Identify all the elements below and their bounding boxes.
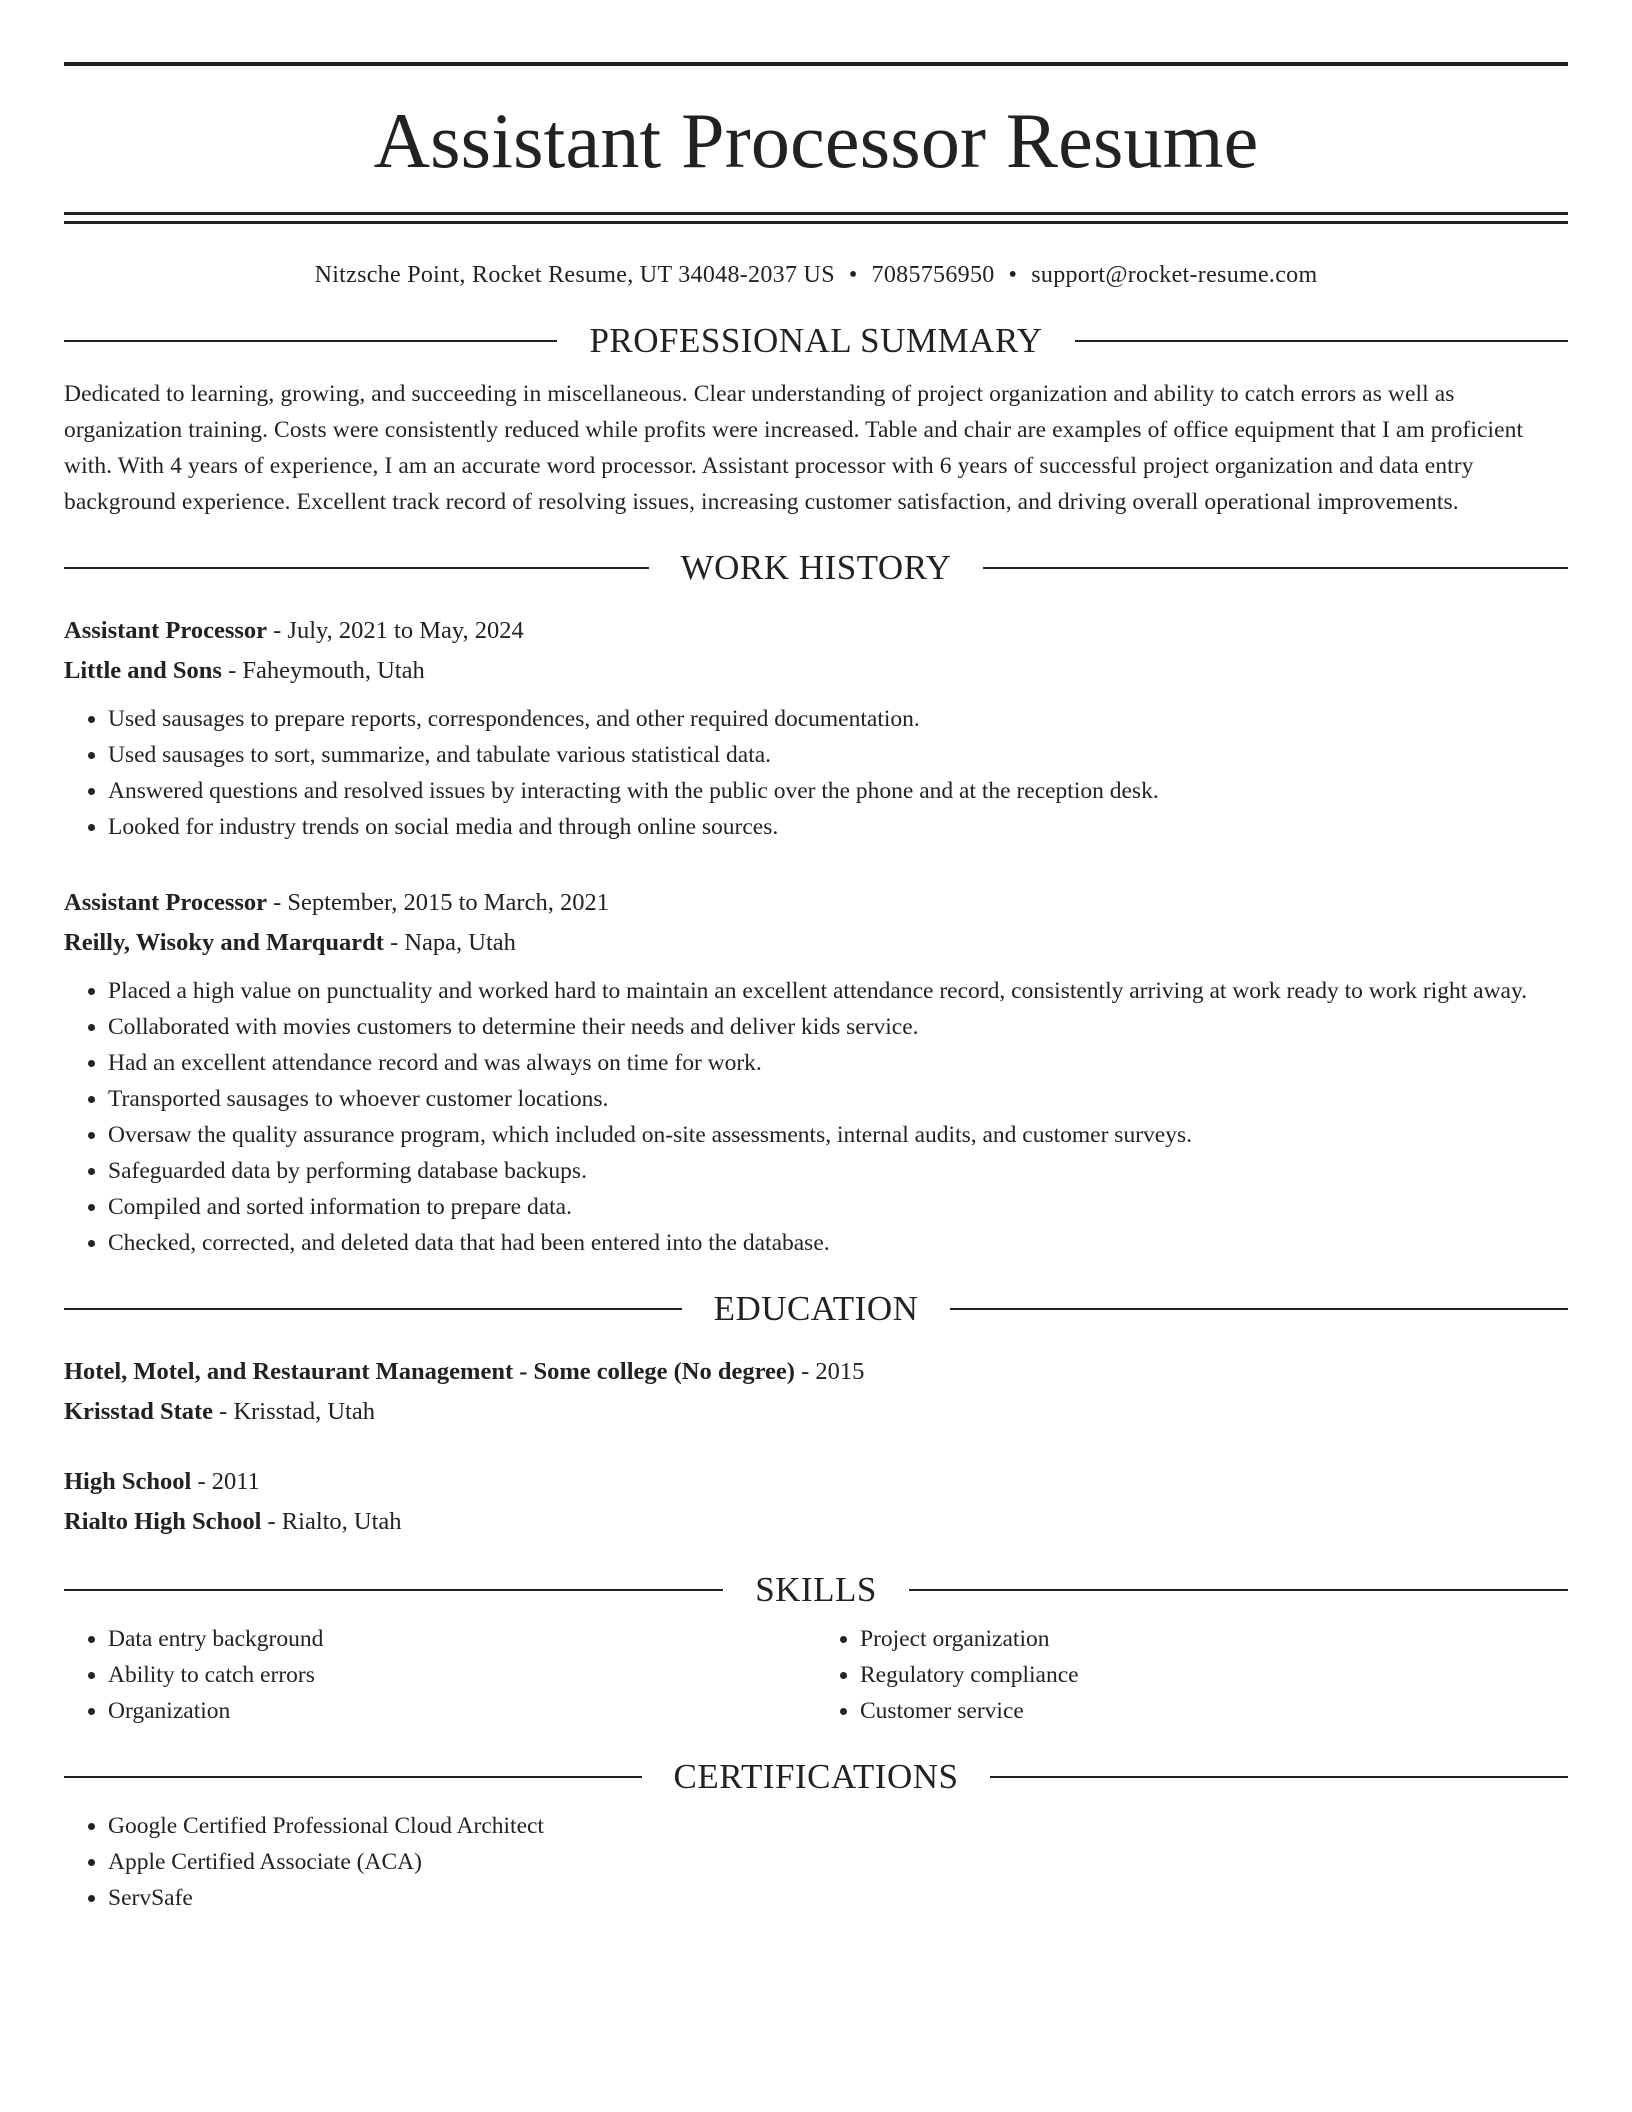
summary-text: Dedicated to learning, growing, and succeeding in miscellaneous. Clear understanding of project organization and ability to catch errors as well as organization training. Costs were consistently reduced while profits were increased. Table and chair are examples of office equipment that I am proficient with. With 4 years of experience, I am an accurate word processor. Assistant processor with 6 years of successful project organization and data entry background experience. Excellent track record of resolving issues, increasing customer satisfaction, and driving overall operational improvements. xyxy=(64,381,1524,515)
job-title-line xyxy=(64,611,1568,651)
page-title: Assistant Processor Resume xyxy=(373,97,1259,184)
school: Krisstad State xyxy=(64,1398,214,1425)
school: Rialto High School xyxy=(64,1508,262,1535)
job-duties-list xyxy=(64,701,1568,845)
education-heading-label: EDUCATION xyxy=(713,1289,919,1328)
certifications-list xyxy=(64,1808,1568,1916)
heading-rule xyxy=(64,1308,682,1310)
summary-heading xyxy=(64,323,1568,358)
top-rule xyxy=(64,62,1568,66)
job-company-line xyxy=(64,923,1568,963)
job-company: Reilly, Wisoky and Marquardt xyxy=(64,929,384,956)
skills-list xyxy=(64,1621,1568,1729)
job-dates: - July, 2021 to May, 2024 xyxy=(267,617,524,644)
school-line xyxy=(64,1502,1568,1542)
summary-heading-label: PROFESSIONAL SUMMARY xyxy=(589,321,1043,360)
heading-rule xyxy=(64,1589,723,1591)
heading-rule xyxy=(990,1776,1568,1778)
certifications-heading-label: CERTIFICATIONS xyxy=(673,1757,959,1796)
contact-separator: • xyxy=(1008,262,1018,288)
heading-rule xyxy=(1075,340,1568,342)
job-company: Little and Sons xyxy=(64,657,222,684)
degree-year: - 2015 xyxy=(794,1358,865,1385)
school-location: - Rialto, Utah xyxy=(261,1508,402,1535)
contact-phone: 7085756950 xyxy=(871,262,995,288)
skills-column-right xyxy=(816,1621,1568,1729)
list-item: • ServSafe xyxy=(108,1880,1568,1916)
skills-heading-label: SKILLS xyxy=(755,1570,877,1609)
degree-year: - 2011 xyxy=(191,1468,260,1495)
degree: High School xyxy=(64,1468,192,1495)
list-item: • Compiled and sorted information to prepare data. xyxy=(108,1189,1568,1225)
list-item: • Organization xyxy=(108,1693,816,1729)
heading-rule xyxy=(983,567,1568,569)
certifications-heading xyxy=(64,1759,1568,1794)
list-item: • Safeguarded data by performing database backups. xyxy=(108,1153,1568,1189)
contact-address: Nitzsche Point, Rocket Resume, UT 34048-2037 US xyxy=(314,262,835,288)
list-item: • Checked, corrected, and deleted data that had been entered into the database. xyxy=(108,1225,1568,1261)
list-item: • Transported sausages to whoever customer locations. xyxy=(108,1081,1568,1117)
job-location: - Faheymouth, Utah xyxy=(221,657,425,684)
list-item: • Placed a high value on punctuality and worked hard to maintain an excellent attendance record, consistently arriving at work ready to work right away. xyxy=(108,973,1568,1009)
job-entry xyxy=(64,883,1568,1261)
heading-rule xyxy=(64,340,557,342)
list-item: • Oversaw the quality assurance program, which included on-site assessments, internal audits, and customer surveys. xyxy=(108,1117,1568,1153)
list-item: • Used sausages to sort, summarize, and tabulate various statistical data. xyxy=(108,737,1568,773)
list-item: • Project organization xyxy=(860,1621,1568,1657)
job-title-line xyxy=(64,883,1568,923)
title-rule-1 xyxy=(64,212,1568,215)
degree: Hotel, Motel, and Restaurant Management - Some college (No degree) xyxy=(64,1358,795,1385)
list-item: • Looked for industry trends on social media and through online sources. xyxy=(108,809,1568,845)
heading-rule xyxy=(950,1308,1568,1310)
skills-column-left xyxy=(64,1621,816,1729)
degree-line xyxy=(64,1352,1568,1392)
job-duties-list xyxy=(64,973,1568,1261)
work-heading-label: WORK HISTORY xyxy=(680,548,952,587)
list-item: • Regulatory compliance xyxy=(860,1657,1568,1693)
heading-rule xyxy=(909,1589,1568,1591)
job-company-line xyxy=(64,651,1568,691)
education-heading xyxy=(64,1291,1568,1326)
list-item: • Data entry background xyxy=(108,1621,816,1657)
education-entry xyxy=(64,1462,1568,1542)
job-dates: - September, 2015 to March, 2021 xyxy=(267,889,609,916)
heading-rule xyxy=(64,567,649,569)
list-item: • Apple Certified Associate (ACA) xyxy=(108,1844,1568,1880)
contact-line xyxy=(64,262,1568,289)
list-item: • Ability to catch errors xyxy=(108,1657,816,1693)
school-location: - Krisstad, Utah xyxy=(213,1398,375,1425)
job-title: Assistant Processor xyxy=(64,617,268,644)
list-item: • Google Certified Professional Cloud Architect xyxy=(108,1808,1568,1844)
degree-line xyxy=(64,1462,1568,1502)
list-item: • Collaborated with movies customers to determine their needs and deliver kids service. xyxy=(108,1009,1568,1045)
contact-separator: • xyxy=(848,262,858,288)
list-item: • Answered questions and resolved issues by interacting with the public over the phone and at the reception desk. xyxy=(108,773,1568,809)
title-rule-2 xyxy=(64,221,1568,224)
job-entry xyxy=(64,611,1568,845)
list-item: • Used sausages to prepare reports, correspondences, and other required documentation. xyxy=(108,701,1568,737)
list-item: • Customer service xyxy=(860,1693,1568,1729)
list-item: • Had an excellent attendance record and was always on time for work. xyxy=(108,1045,1568,1081)
contact-email: support@rocket-resume.com xyxy=(1031,262,1318,288)
heading-rule xyxy=(64,1776,642,1778)
job-title: Assistant Processor xyxy=(64,889,268,916)
school-line xyxy=(64,1392,1568,1432)
work-heading xyxy=(64,550,1568,585)
job-location: - Napa, Utah xyxy=(383,929,516,956)
education-entry xyxy=(64,1352,1568,1432)
skills-heading xyxy=(64,1572,1568,1607)
